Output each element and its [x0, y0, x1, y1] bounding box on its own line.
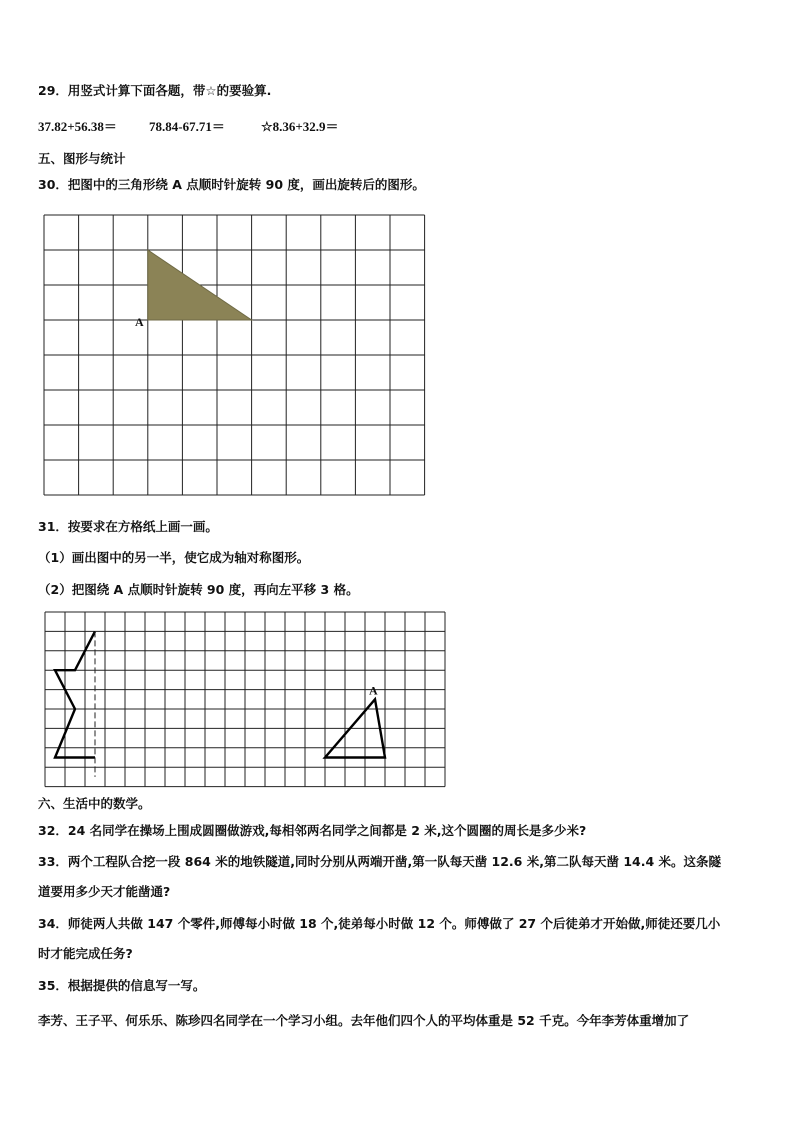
- q29-expr-1: 37.82+56.38＝: [38, 119, 117, 134]
- q30-point-a-label: A: [135, 315, 144, 329]
- q32-text: 32．24 名同学在操场上围成圆圈做游戏,每相邻两名同学之间都是 2 米,这个圆圈的周长是多少米?: [38, 823, 587, 838]
- section-6-heading: 六、生活中的数学。: [38, 796, 151, 811]
- q34-line-1: 34．师徒两人共做 147 个零件,师傅每小时做 18 个,徒弟每小时做 12 个。师傅做了 27 个后徒弟才开始做,师徒还要几小: [38, 916, 721, 931]
- q29-expr-3: ☆8.36+32.9＝: [260, 119, 339, 134]
- q31-title: 31．按要求在方格纸上画一画。: [38, 519, 218, 534]
- q30-title: 30．把图中的三角形绕 A 点顺时针旋转 90 度，画出旋转后的图形。: [38, 177, 425, 192]
- q31-sub1: （1）画出图中的另一半，使它成为轴对称图形。: [38, 550, 310, 565]
- q35-title: 35．根据提供的信息写一写。: [38, 978, 206, 993]
- q35-line-1: 李芳、王子平、何乐乐、陈珍四名同学在一个学习小组。去年他们四个人的平均体重是 52 千克。今年李芳体重增加了: [38, 1013, 690, 1028]
- section-5-heading: 五、图形与统计: [38, 151, 126, 166]
- q33-line-2: 道要用多少天才能凿通?: [38, 884, 171, 899]
- q30-grid: [40, 212, 430, 502]
- q34-line-2: 时才能完成任务?: [38, 946, 133, 961]
- q29-expr-2: 78.84-67.71＝: [148, 119, 225, 134]
- q33-line-1: 33．两个工程队合挖一段 864 米的地铁隧道,同时分别从两端开凿,第一队每天凿 12.6 米,第二队每天凿 14.4 米。这条隧: [38, 854, 722, 869]
- q29-title: 29．用竖式计算下面各题，带☆的要验算.: [38, 83, 272, 98]
- q31-grid: [44, 610, 448, 788]
- q29-calculations: [38, 118, 339, 136]
- q31-sub2: （2）把图绕 A 点顺时针旋转 90 度，再向左平移 3 格。: [38, 582, 359, 597]
- q31-point-a-label: A: [369, 683, 378, 698]
